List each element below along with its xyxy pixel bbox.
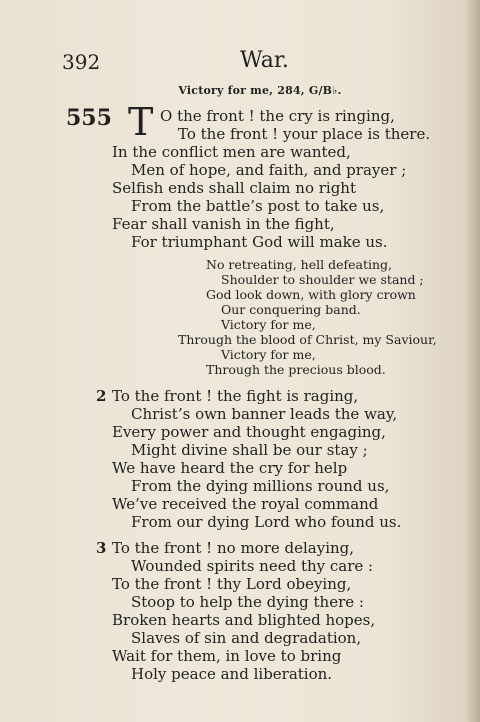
drop-cap: T: [128, 100, 154, 144]
chorus-line: Through the blood of Christ, my Saviour,: [178, 332, 437, 347]
verse-line: We’ve received the royal command: [112, 495, 379, 513]
verse-line: To the front ! thy Lord obeying,: [112, 575, 352, 593]
page-header: [62, 48, 442, 78]
chorus-line: Through the precious blood.: [206, 362, 386, 377]
chorus-line: Shoulder to shoulder we stand ;: [221, 272, 424, 287]
verse-line: For triumphant God will make us.: [131, 233, 388, 251]
verse-line: In the conflict men are wanted,: [112, 143, 351, 161]
verse-number: 3: [96, 539, 107, 557]
verse-line: Stoop to help the dying there :: [131, 593, 364, 611]
chorus-line: No retreating, hell defeating,: [206, 257, 393, 272]
verse-line: From the battle’s post to take us,: [131, 197, 385, 215]
verse-number: 2: [96, 387, 107, 405]
section-title: War.: [240, 48, 289, 73]
verse-line: Every power and thought engaging,: [112, 423, 386, 441]
verse-line: Might divine shall be our stay ;: [131, 441, 368, 459]
verse-line: Wounded spirits need thy care :: [131, 557, 374, 575]
tune-reference: Victory for me, 284, G/B♭.: [178, 84, 342, 97]
verse-line: To the front ! the fight is raging,: [112, 387, 359, 405]
chorus-line: God look down, with glory crown: [206, 287, 416, 302]
verse-line: From the dying millions round us,: [131, 477, 390, 495]
verse-line: Holy peace and liberation.: [131, 665, 333, 683]
page-number: 392: [62, 50, 101, 74]
verse-line: Fear shall vanish in the fight,: [112, 215, 335, 233]
verse-line: We have heard the cry for help: [112, 459, 348, 477]
verse-line: Men of hope, and faith, and prayer ;: [131, 161, 407, 179]
verse-line: To the front ! your place is there.: [178, 125, 431, 143]
page-gutter-shadow: [466, 0, 480, 722]
verse-line: Selfish ends shall claim no right: [112, 179, 356, 197]
verse-line: Wait for them, in love to bring: [112, 647, 342, 665]
verse-line: O the front ! the cry is ringing,: [160, 107, 395, 125]
hymn-number: 555: [66, 105, 112, 131]
chorus-line: Victory for me,: [221, 317, 316, 332]
verse-line: To the front ! no more delaying,: [112, 539, 355, 557]
verse-line: Broken hearts and blighted hopes,: [112, 611, 376, 629]
verse-line: Slaves of sin and degradation,: [131, 629, 362, 647]
verse-line: From our dying Lord who found us.: [131, 513, 402, 531]
chorus-line: Victory for me,: [221, 347, 316, 362]
verse-line: Christ’s own banner leads the way,: [131, 405, 398, 423]
chorus-line: Our conquering band.: [221, 302, 361, 317]
